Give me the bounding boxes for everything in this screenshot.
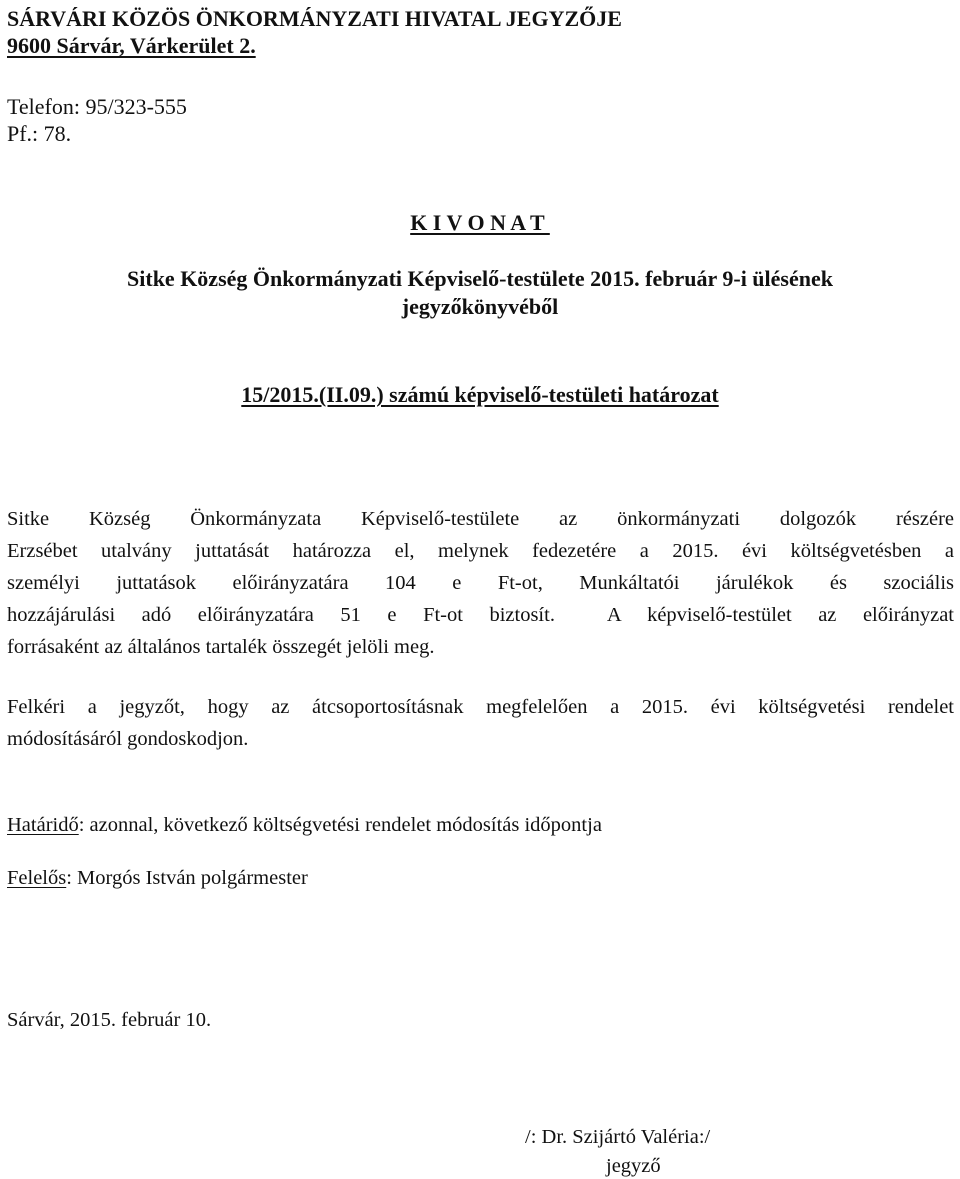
place-date: Sárvár, 2015. február 10. bbox=[7, 1009, 212, 1031]
paragraph-line: Felkéri a jegyzőt, hogy az átcsoportosításnak megfelelően a 2015. évi költségvetési rendelet bbox=[7, 696, 954, 718]
responsible-label: Felelős bbox=[7, 867, 67, 889]
resolution-number: 15/2015.(II.09.) számú képviselő-testületi határozat bbox=[241, 382, 719, 407]
office-name: SÁRVÁRI KÖZÖS ÖNKORMÁNYZATI HIVATAL JEGYZŐJE bbox=[7, 6, 622, 31]
paragraph-line: hozzájárulási adó előirányzatára 51 e Ft-ot biztosít. A képviselő-testület az előirányzat bbox=[7, 604, 954, 626]
deadline-text: : azonnal, következő költségvetési rendelet módosítás időpontja bbox=[78, 814, 602, 836]
paragraph-line: személyi juttatások előirányzatára 104 e Ft-ot, Munkáltatói járulékok és szociális bbox=[7, 572, 954, 594]
document-subtitle-line1: Sitke Község Önkormányzati Képviselő-testülete 2015. február 9-i ülésének bbox=[127, 266, 833, 291]
paragraph-line: forrásaként az általános tartalék összegét jelöli meg. bbox=[7, 636, 435, 658]
resolution-paragraph-2 bbox=[7, 691, 954, 755]
resolution-paragraph-1 bbox=[7, 503, 954, 663]
signature-role: jegyző bbox=[606, 1155, 661, 1177]
signature-name: /: Dr. Szijártó Valéria:/ bbox=[525, 1126, 711, 1148]
paragraph-line: Erzsébet utalvány juttatását határozza el, melynek fedezetére a 2015. évi költségvetésben a bbox=[7, 540, 954, 562]
paragraph-line: módosításáról gondoskodjon. bbox=[7, 728, 249, 750]
responsible-line bbox=[7, 865, 308, 891]
responsible-text: : Morgós István polgármester bbox=[66, 867, 308, 889]
document-title: K I V O N A T bbox=[410, 210, 550, 235]
paragraph-line: Sitke Község Önkormányzata Képviselő-testülete az önkormányzati dolgozók részére bbox=[7, 508, 954, 530]
deadline-line bbox=[7, 812, 602, 838]
deadline-label: Határidő bbox=[7, 814, 79, 836]
office-pobox: Pf.: 78. bbox=[7, 121, 72, 146]
office-address: 9600 Sárvár, Várkerület 2. bbox=[7, 33, 256, 58]
document-subtitle-line2: jegyzőkönyvéből bbox=[401, 294, 559, 319]
office-phone: Telefon: 95/323-555 bbox=[7, 94, 187, 119]
